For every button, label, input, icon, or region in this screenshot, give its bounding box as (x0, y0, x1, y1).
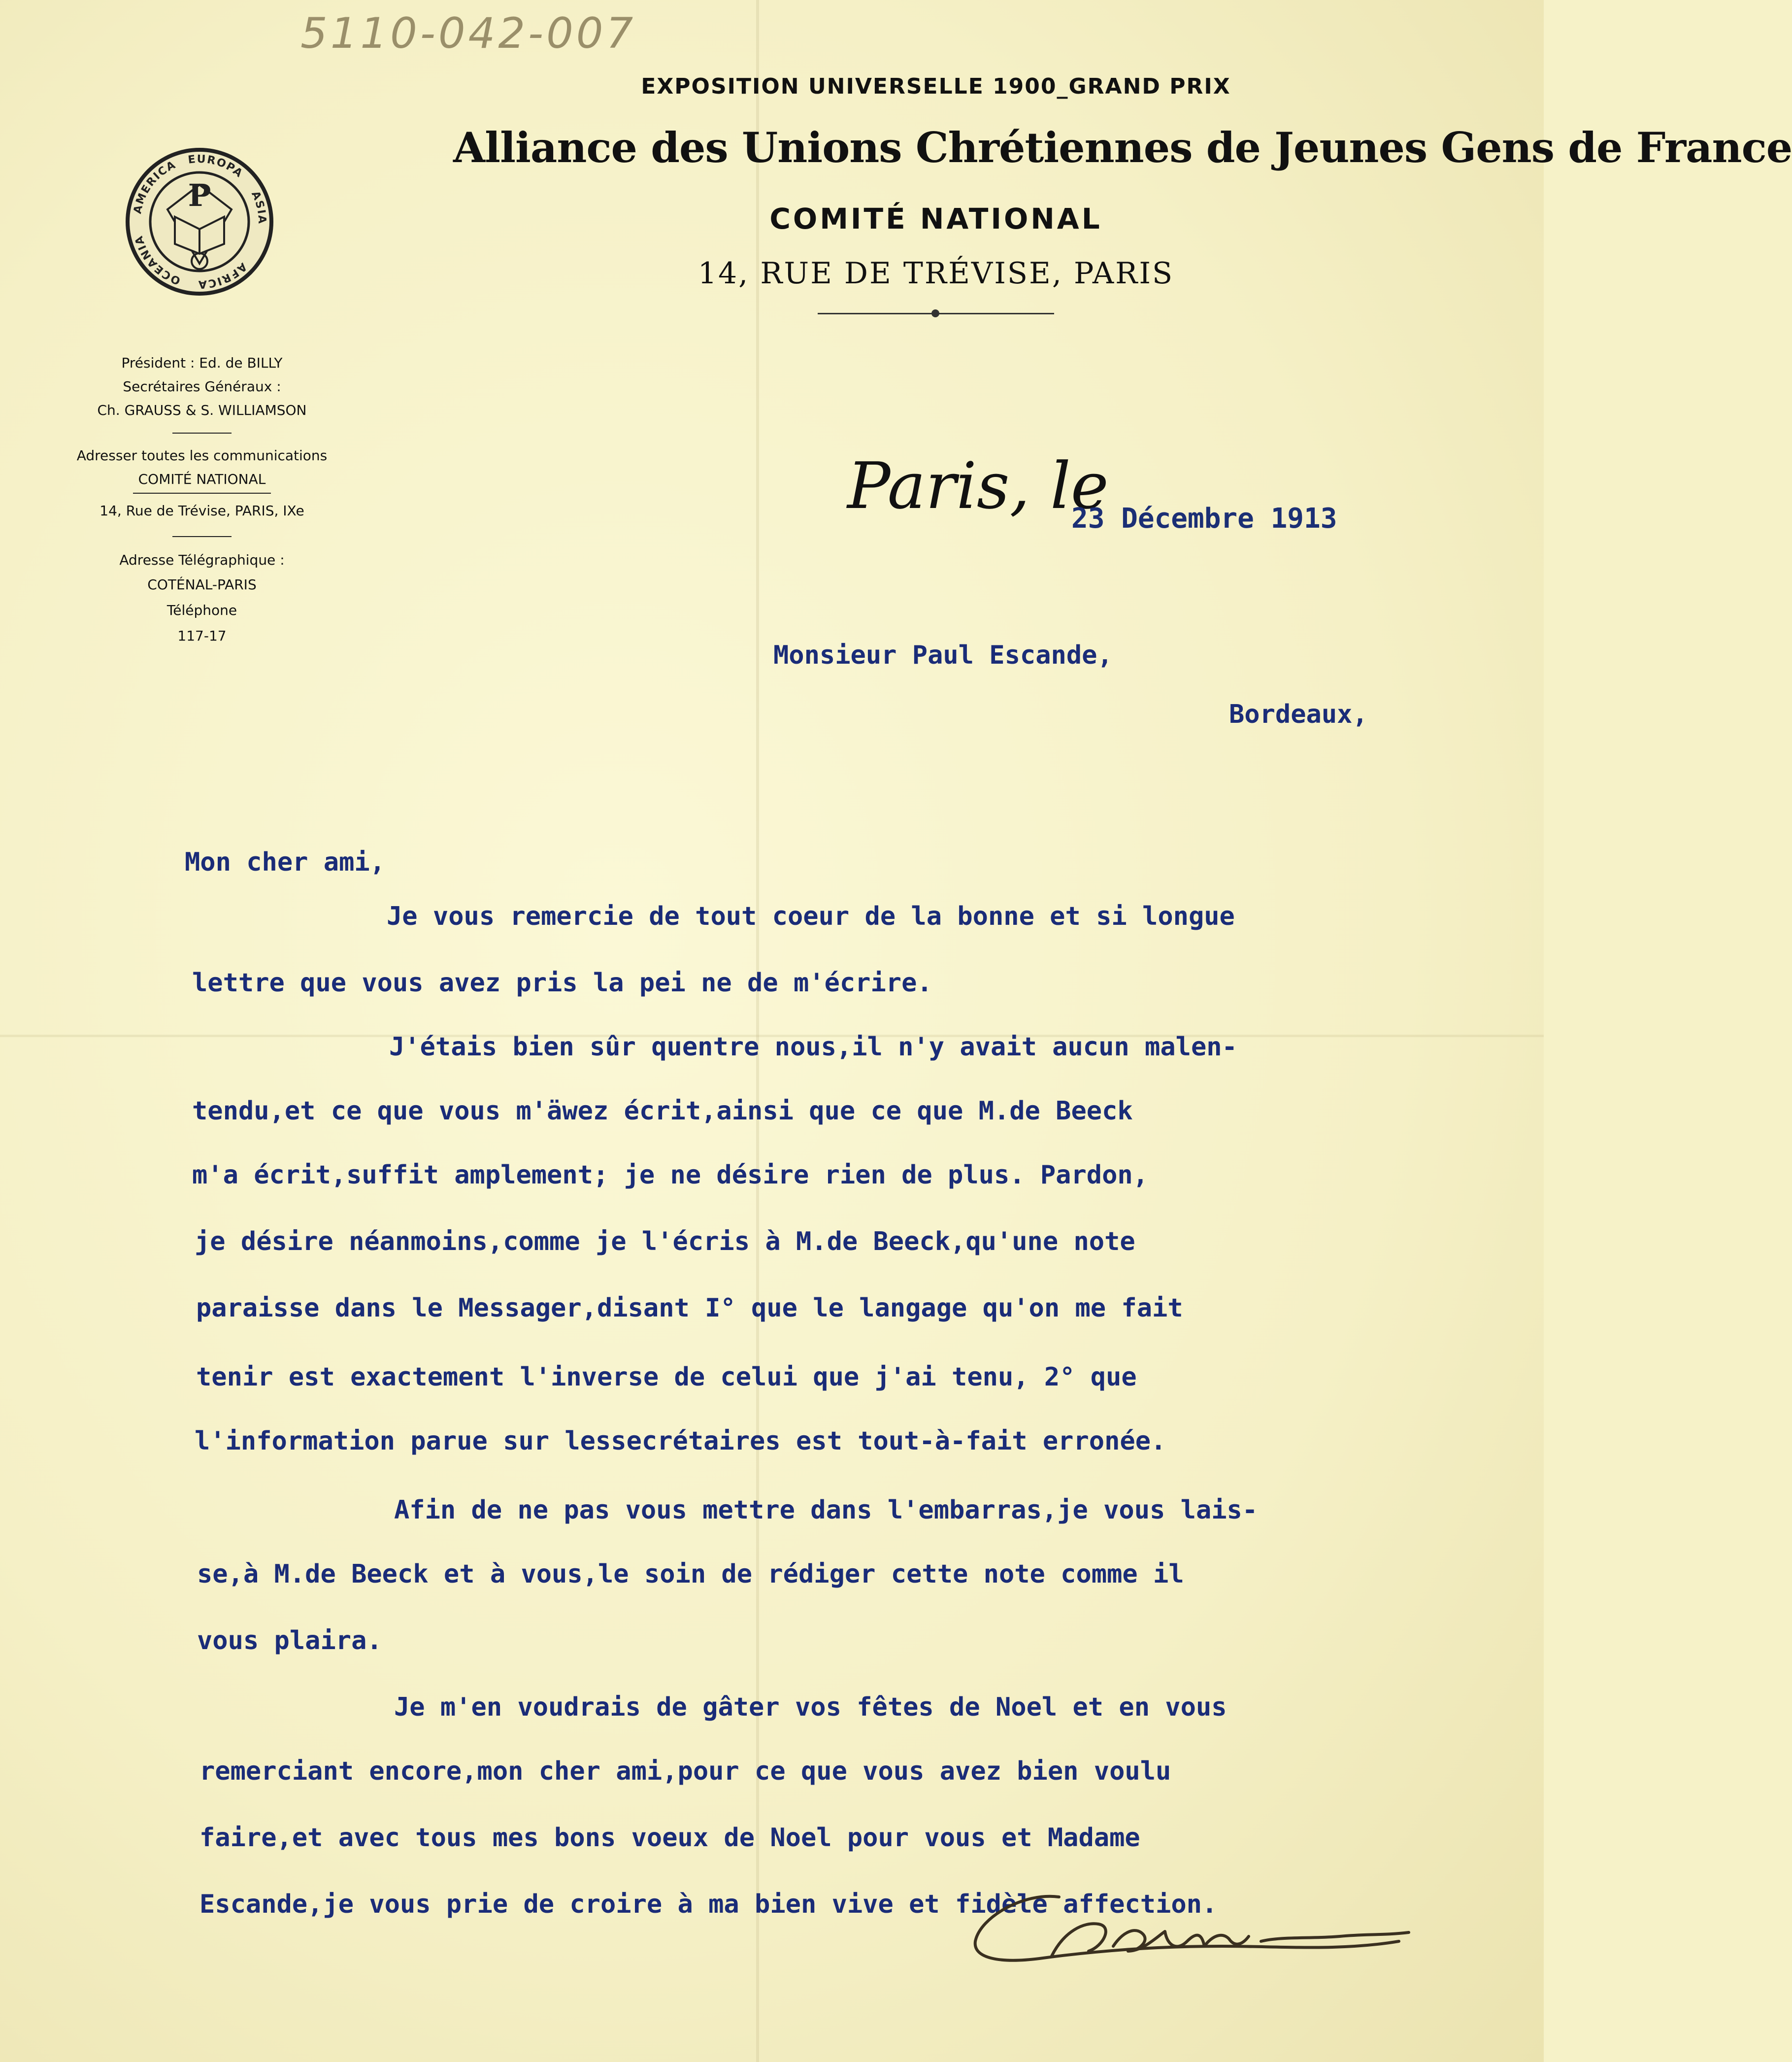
sidebar-info (39, 350, 365, 665)
letter-line: J'étais bien sûr quentre nous,il n'y avait aucun malen- (389, 1032, 1237, 1062)
letter-line: Je m'en voudrais de gâter vos fêtes de Noel et en vous (394, 1692, 1227, 1722)
letter-line: se,à M.de Beeck et à vous,le soin de rédiger cette note comme il (197, 1559, 1184, 1589)
letter-line: lettre que vous avez pris la pei ne de m'écrire. (192, 968, 932, 998)
tel-address: COTÉNAL-PARIS (147, 576, 257, 593)
letter-line: tenir est exactement l'inverse de celui que j'ai tenu, 2° que (196, 1362, 1137, 1392)
secretaires-names: Ch. GRAUSS & S. WILLIAMSON (97, 402, 307, 418)
letter-line: je désire néanmoins,comme je l'écris à M.de Beeck,qu'une note (195, 1227, 1135, 1256)
ymca-seal-logo (121, 143, 278, 301)
seal-word-oceania: OCEANIA (133, 234, 183, 287)
recipient-name: Monsieur Paul Escande, (773, 641, 1113, 670)
exposition-line: EXPOSITION UNIVERSELLE 1900_GRAND PRIX (641, 74, 1231, 99)
secretaires-label: Secrétaires Généraux : (123, 378, 281, 395)
tel-address-label: Adresse Télégraphique : (119, 552, 285, 568)
letter-line: Je vous remercie de tout coeur de la bonne et si longue (387, 902, 1235, 931)
handwritten-signature (965, 1877, 1419, 1995)
sidebar-divider-1 (172, 433, 232, 434)
salutation: Mon cher ami, (185, 847, 385, 877)
adresser-line: Adresser toutes les communications (76, 447, 328, 464)
sidebar-divider-2 (172, 536, 232, 537)
seal-word-africa: AFRICA (197, 260, 249, 291)
letter-line: Escande,je vous prie de croire à ma bien vive et fidèle affection. (199, 1890, 1218, 1919)
comite-underline (133, 493, 271, 494)
telephone-number: 117-17 (177, 628, 227, 644)
letter-line: m'a écrit,suffit amplement; je ne désire rien de plus. Pardon, (192, 1160, 1149, 1190)
letter-line: Afin de ne pas vous mettre dans l'embarras,je vous lais- (394, 1495, 1258, 1525)
date-typed: 23 Décembre 1913 (1071, 503, 1337, 535)
divider-ornament (931, 309, 939, 317)
recipient-city: Bordeaux, (1229, 700, 1368, 729)
letter-line: vous plaira. (197, 1626, 382, 1656)
letter-line: faire,et avec tous mes bons voeux de Noel pour vous et Madame (199, 1823, 1140, 1853)
seal-word-america: AMERICA (131, 158, 178, 215)
seal-word-europa: EUROPA (187, 153, 246, 181)
letter-line: remerciant encore,mon cher ami,pour ce que vous avez bien voulu (199, 1757, 1171, 1786)
letterhead (453, 69, 1792, 335)
sidebar-address: 14, Rue de Trévise, PARIS, IXe (100, 503, 304, 519)
seal-center-letter: P (188, 177, 211, 213)
telephone-label: Téléphone (166, 602, 237, 618)
letterhead-address: 14, RUE DE TRÉVISE, PARIS (697, 256, 1174, 291)
president-line: Président : Ed. de BILLY (121, 355, 283, 371)
date-place: Paris, le (847, 448, 1109, 523)
seal-word-asia: ASIA (249, 189, 268, 225)
letter-line: tendu,et ce que vous m'äwez écrit,ainsi que ce que M.de Beeck (192, 1096, 1133, 1126)
sidebar-comite: COMITÉ NATIONAL (138, 471, 266, 487)
alliance-title: Alliance des Unions Chrétiennes de Jeunes Gens de France (453, 123, 1792, 172)
letter-line: paraisse dans le Messager,disant I° que le langage qu'on me fait (196, 1293, 1183, 1323)
comite-national-heading: COMITÉ NATIONAL (769, 202, 1102, 236)
archive-reference: 5110-042-007 (300, 9, 636, 58)
letter-line: l'information parue sur lessecrétaires est tout-à-fait erronée. (195, 1426, 1166, 1456)
date-line (847, 448, 1438, 547)
